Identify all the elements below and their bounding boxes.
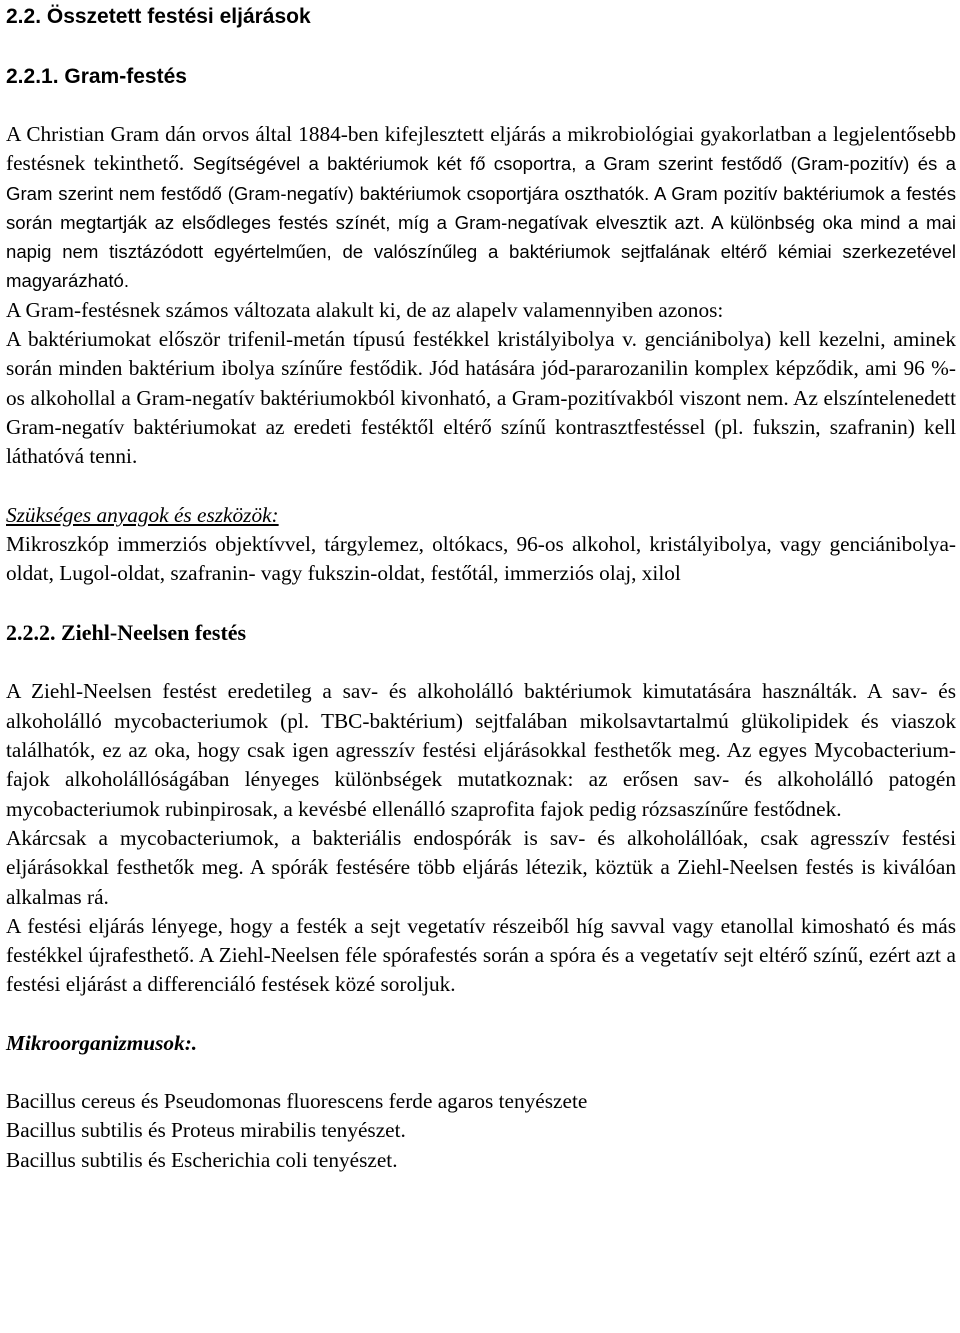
gram-intro-serif: A Christian Gram dán orvos által 1884-ben kifejlesztett eljárás a mikrobiológiai gyakorlatban a legjelentősebb festésnek tekinthető. <box>6 122 956 176</box>
ziehl-paragraph-1: A Ziehl-Neelsen festést eredetileg a sav- és alkoholálló baktériumok kimutatására használták. A sav- és alkoholálló mycobacteriumok (pl. TBC-baktérium) sejtfalában mikolsavtartalmú glükolipidek és viaszok találhatók, ez az oka, hogy csak igen agresszív festési eljárásokkal festhetők meg. Az egyes Mycobacterium-fajok alkoholállóságában lényeges különbségek mutatkoznak: az erősen sav- és alkoholálló patogén mycobacteriumok rubinpirosak, a kevésbé ellenálló szaprofita fajok pedig rózsaszínűre festődnek. <box>6 679 956 821</box>
document-page <box>6 0 956 1175</box>
gram-heading: 2.2.1. Gram-festés <box>6 65 187 88</box>
gram-procedure-text: A baktériumokat először trifenil-metán típusú festékkel kristályibolya v. genciánibolya) kell kezelni, aminek során minden baktérium ibolya színűre festődik. Jód hatására jód-pararozanilin komplex képződik, ami 96 %-os alkohollal a Gram-negatív baktériumokból kivonható, a Gram-pozitívakból viszont nem. Az elszíntelenedett Gram-negatív baktériumokat az eredeti festéktől eltérő színű kontrasztfestéssel (pl. fukszin, szafranin) kell láthatóvá tenni. <box>6 327 956 469</box>
ziehl-heading: 2.2.2. Ziehl-Neelsen festés <box>6 620 247 646</box>
list-item: Bacillus subtilis és Proteus mirabilis tenyészet. <box>6 1118 406 1143</box>
list-item: Bacillus subtilis és Escherichia coli tenyészet. <box>6 1147 398 1172</box>
list-item: Bacillus cereus és Pseudomonas fluorescens ferde agaros tenyészete <box>6 1089 588 1114</box>
ziehl-paragraph-2: Akárcsak a mycobacteriumok, a bakteriális endospórák is sav- és alkoholállóak, csak agresszív festési eljárásokkal festhetők meg. A spórák festésére több eljárás létezik, köztük a Ziehl-Neelsen festés is kiválóan alkalmas rá. <box>6 825 956 909</box>
materials-heading: Szükséges anyagok és eszközök: <box>6 502 279 527</box>
ziehl-paragraph-3: A festési eljárás lényege, hogy a festék a sejt vegetatív részeiből híg savval vagy etanollal kimosható és más festékkel újrafesthető. A Ziehl-Neelsen féle spórafestés során a spóra és a vegetatív sejt eltérő színű, ezért azt a festési eljárást a differenciáló festések közé soroljuk. <box>6 913 956 997</box>
gram-intro-sans: Segítségével a baktériumok két fő csoportra, a Gram szerint festődő (Gram-pozitív) és a Gram szerint nem festődő (Gram-negatív) baktériumok csoportjára oszthatók. A Gram pozitív baktériumok a festés során megtartják az elsődleges festés színét, míg a Gram-negatívak elvesztik azt. A különbség oka mind a mai napig nem tisztázódott egyértelműen, de valószínűleg a baktériumok sejtfalának eltérő kémiai szerkezetével magyarázható. <box>6 153 956 292</box>
materials-text: Mikroszkóp immerziós objektívvel, tárgylemez, oltókacs, 96-os alkohol, kristályibolya, vagy genciánibolya-oldat, Lugol-oldat, szafranin- vagy fukszin-oldat, festőtál, immerziós olaj, xilol <box>6 531 956 586</box>
gram-variants-text: A Gram-festésnek számos változata alakult ki, de az alapelv valamennyiben azonos: <box>6 297 724 322</box>
section-title: 2.2. Összetett festési eljárások <box>6 5 311 28</box>
gram-intro-paragraph <box>6 120 956 296</box>
microorganisms-list <box>6 1087 956 1175</box>
microorganisms-heading: Mikroorganizmusok:. <box>6 1030 198 1055</box>
